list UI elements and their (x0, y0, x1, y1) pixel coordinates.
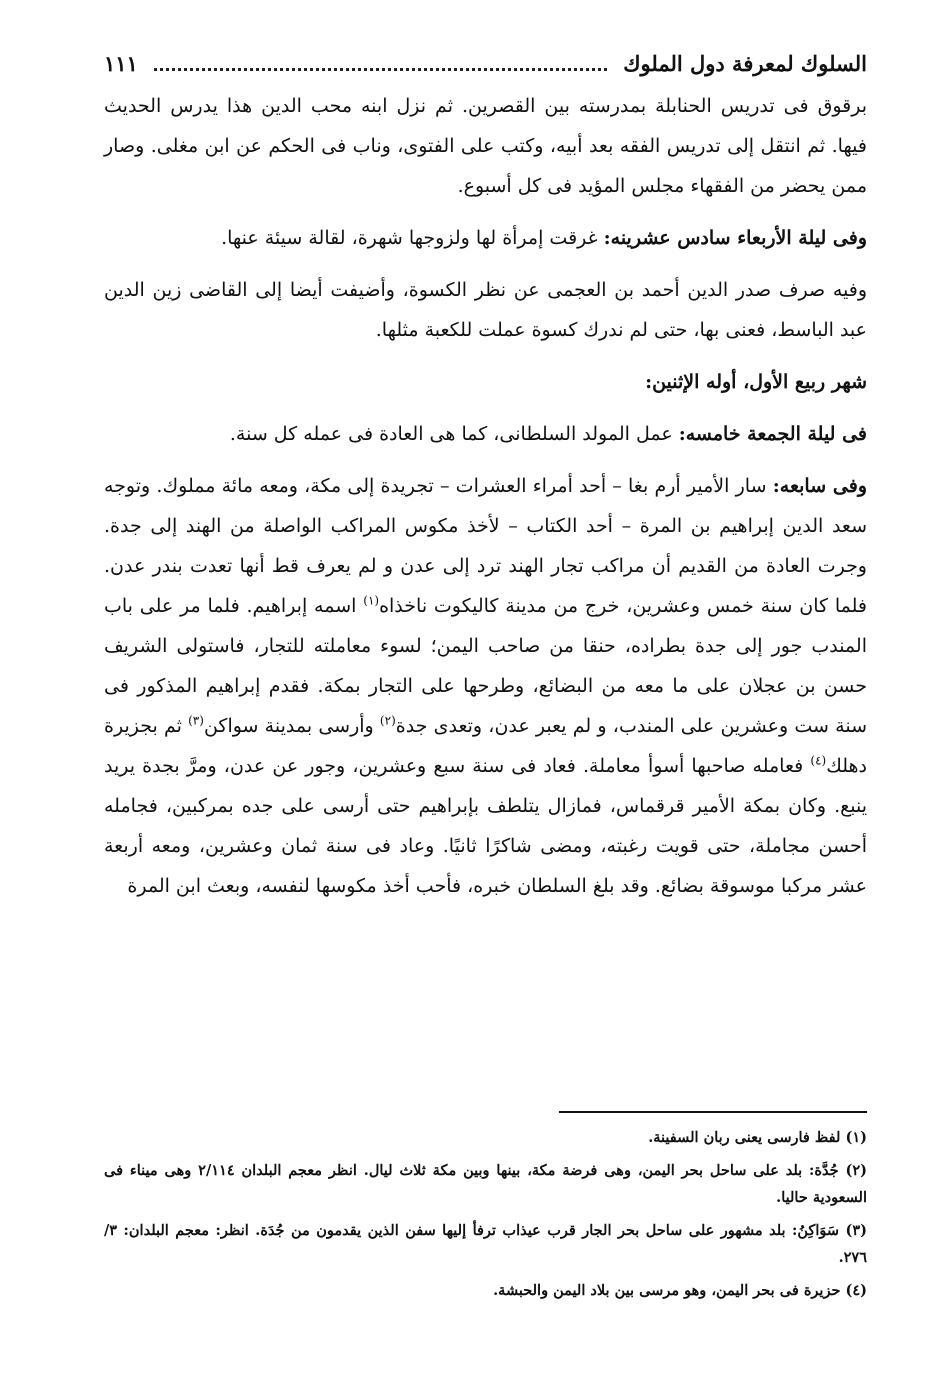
footnote-ref[interactable]: (١) (363, 593, 380, 608)
paragraph-text: ثم بجزيرة دهلك (104, 715, 867, 777)
footnote: (١) لفظ فارسى يعنى ربان السفينة. (648, 1129, 867, 1146)
page-number: ١١١ (104, 50, 138, 76)
paragraph-text: برقوق فى تدريس الحنابلة بمدرسته بين القصرين. ثم نزل ابنه محب الدين هذا يدرس الحديث فيها. ثم انتقل إلى تدريس الفقه بعد أبيه، وكتب على الفتوى، وناب فى الحكم عن ابن مغلى. وصار ممن يحضر من الفقهاء مجلس المؤيد فى كل أسبوع. (104, 95, 867, 197)
heading-text: شهر ربيع الأول، أوله الإثنين: (645, 371, 867, 393)
paragraph-lead: وفى ليلة الأربعاء سادس عشرينه: (603, 227, 867, 249)
footnote-ref[interactable]: (٢) (379, 713, 396, 728)
paragraph (104, 414, 867, 454)
paragraph-text: غرقت إمرأة لها ولزوجها شهرة، لقالة سيئة عنها. (221, 227, 598, 249)
footnote-ref[interactable]: (٣) (188, 713, 204, 728)
paragraph-lead: فى ليلة الجمعة خامسه: (678, 423, 867, 445)
paragraph-text: وفيه صرف صدر الدين أحمد بن العجمى عن نظر الكسوة، وأضيفت أيضا إلى القاضى زين الدين عبد الباسط، فعنى بها، حتى لم ندرك كسوة عملت للكعبة مثلها. (104, 279, 867, 341)
footnote-separator (559, 1111, 867, 1113)
paragraph-text: سار الأمير أرم بغا – أحد أمراء العشرات – تجريدة إلى مكة، ومعه مائة مملوك. وتوجه سعد الدين إبراهيم بن المرة – أحد الكتاب – لأخذ مكوس المراكب الواصلة من الهند إلى جدة. وجرت العادة من القديم أن مراكب تجار الهند ترد إلى عدن و لم يعرف قط أنها تعدت بندر عدن. فلما كان سنة خمس وعشرين، خرج من مدينة كاليكوت ناخذاه (104, 475, 868, 617)
paragraph-text: فعامله صاحبها أسوأ معاملة. فعاد فى سنة سبع وعشرين، وجور عن عدن، ومرَّ بجدة يريد ينبع. وكان بمكة الأمير قرقماس، فمازال يتلطف بإبراهيم حتى أرسى على جده بمركبين، فجامله أحسن مجاملة، حتى قويت رغبته، ومضى شاكرًا ثانيًا. وعاد فى سنة ثمان وعشرين، ومعه أربعة عشر مركبا موسوقة بضائع. وقد بلغ السلطان خبره، فأحب أخذ مكوسها لنفسه، وبعث ابن المرة (104, 755, 867, 897)
footnotes (104, 1124, 867, 1310)
footnote: (٢) جُدَّة: بلد على ساحل بحر اليمن، وهى فرضة مكة، بينها وبين مكة ثلاث ليال. انظر معجم البلدان ٢/١١٤ وهى ميناء فى السعودية حاليا. (104, 1162, 867, 1206)
paragraph (104, 270, 867, 350)
paragraph (104, 466, 867, 906)
paragraph-lead: وفى سابعه: (772, 475, 867, 497)
paragraph-text: اسمه إبراهيم. فلما مر على باب المندب جور إلى جدة بطراده، حنقا من صاحب اليمن؛ لسوء معاملته للتجار، فاستولى الشريف حسن بن عجلان على ما معه من البضائع، وطرحها على التجار بمكة. فقدم إبراهيم المذكور فى سنة ست وعشرين على المندب، و لم يعبر عدن، وتعدى جدة (104, 595, 867, 737)
paragraph (104, 86, 867, 206)
month-heading (104, 362, 867, 402)
footnote: (٣) سَوَاكِنُ: بلد مشهور على ساحل بحر الجار قرب عيذاب ترفأ إليها سفن الذين يقدمون من جُدَة. انظر: معجم البلدان: ٣/ ٢٧٦. (104, 1222, 867, 1266)
dotted-leader (154, 68, 607, 71)
running-header (104, 40, 867, 86)
footnote: (٤) حزيرة فى بحر اليمن، وهو مرسى بين بلاد اليمن والحبشة. (493, 1282, 867, 1299)
book-title: السلوك لمعرفة دول الملوك (623, 50, 867, 76)
footnote-ref[interactable]: (٤) (810, 753, 827, 768)
paragraph (104, 218, 867, 258)
main-text (104, 86, 867, 906)
paragraph-text: عمل المولد السلطانى، كما هى العادة فى عمله كل سنة. (229, 423, 673, 445)
paragraph-text: وأرسى بمدينة سواكن (203, 715, 380, 737)
